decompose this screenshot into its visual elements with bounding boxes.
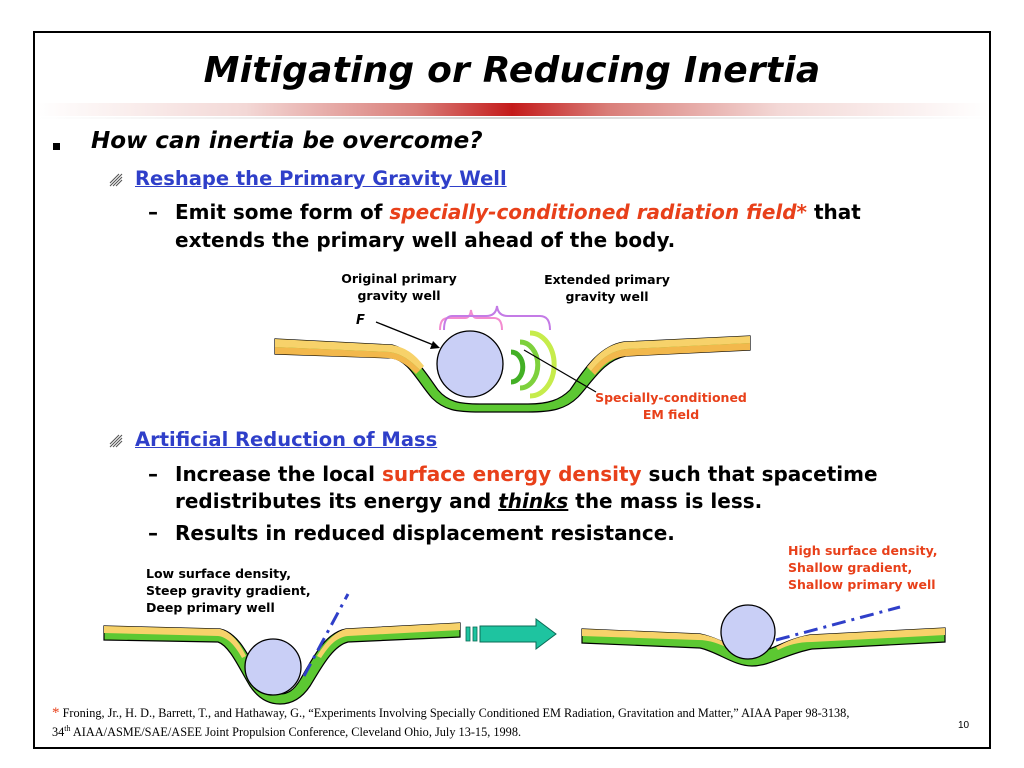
section1-line1-post: that [807,200,861,224]
footnote-star: * [52,705,60,721]
label-em-field-line1: Specially-conditioned [595,390,747,405]
footnote-conf-number: 34 [52,725,65,740]
label-low-density-line1: Low surface density, [146,566,292,581]
label-low-density-line3: Deep primary well [146,600,275,615]
label-extended-line1: Extended primary [544,272,670,287]
label-high-density-line3: Shallow primary well [788,577,936,592]
section2-line3: Results in reduced displacement resistance. [175,521,675,545]
bullet-dash: – [148,462,158,486]
section2-line2-post: the mass is less. [568,489,763,513]
footnote-text-1: Froning, Jr., H. D., Barrett, T., and Hathaway, G., “Experiments Involving Specially Conditioned EM Radiation, Gravitation and Matter,” AIAA Paper 98-3138, [59,706,850,720]
thinks-emphasis: thinks [498,489,569,513]
section2-line1-pre: Increase the local [175,462,382,486]
section-heading-mass[interactable]: Artificial Reduction of Mass [135,428,438,451]
label-original-line1: Original primary [341,271,457,286]
label-high-density-line2: Shallow gradient, [788,560,913,575]
main-question: How can inertia be overcome? [91,128,483,154]
footnote-conf-suffix: th [64,724,71,733]
body-sphere-shallow [721,605,775,659]
arrow-tail-2 [473,627,477,641]
bullet-dash: – [148,521,158,545]
surface-energy-highlight: surface energy density [381,462,642,486]
label-original-line2: gravity well [357,288,441,303]
footnote-text-2: AIAA/ASME/SAE/ASEE Joint Propulsion Conference, Cleveland Ohio, July 13-15, 1998. [70,725,522,740]
label-extended-line2: gravity well [565,289,649,304]
footnote [52,703,987,742]
label-high-density-line1: High surface density, [788,543,938,558]
right-arrow-icon [480,619,556,649]
section2-line1-post: such that spacetime [641,462,878,486]
body-sphere-deep [245,639,301,695]
label-em-field-line2: EM field [642,407,700,422]
force-label: F [356,313,365,328]
radiation-field-highlight: specially-conditioned radiation field* [389,200,808,224]
bullet-dash: – [148,200,158,224]
page-number: 10 [958,720,970,731]
section1-line2: extends the primary well ahead of the body. [175,228,676,252]
section1-line1-pre: Emit some form of [175,200,390,224]
section-heading-reshape[interactable]: Reshape the Primary Gravity Well [135,167,507,190]
section2-line2-pre: redistributes its energy and [175,489,499,513]
slide-title: Mitigating or Reducing Inertia [203,50,821,91]
arrow-tail-1 [466,627,470,641]
label-low-density-line2: Steep gravity gradient, [146,583,311,598]
